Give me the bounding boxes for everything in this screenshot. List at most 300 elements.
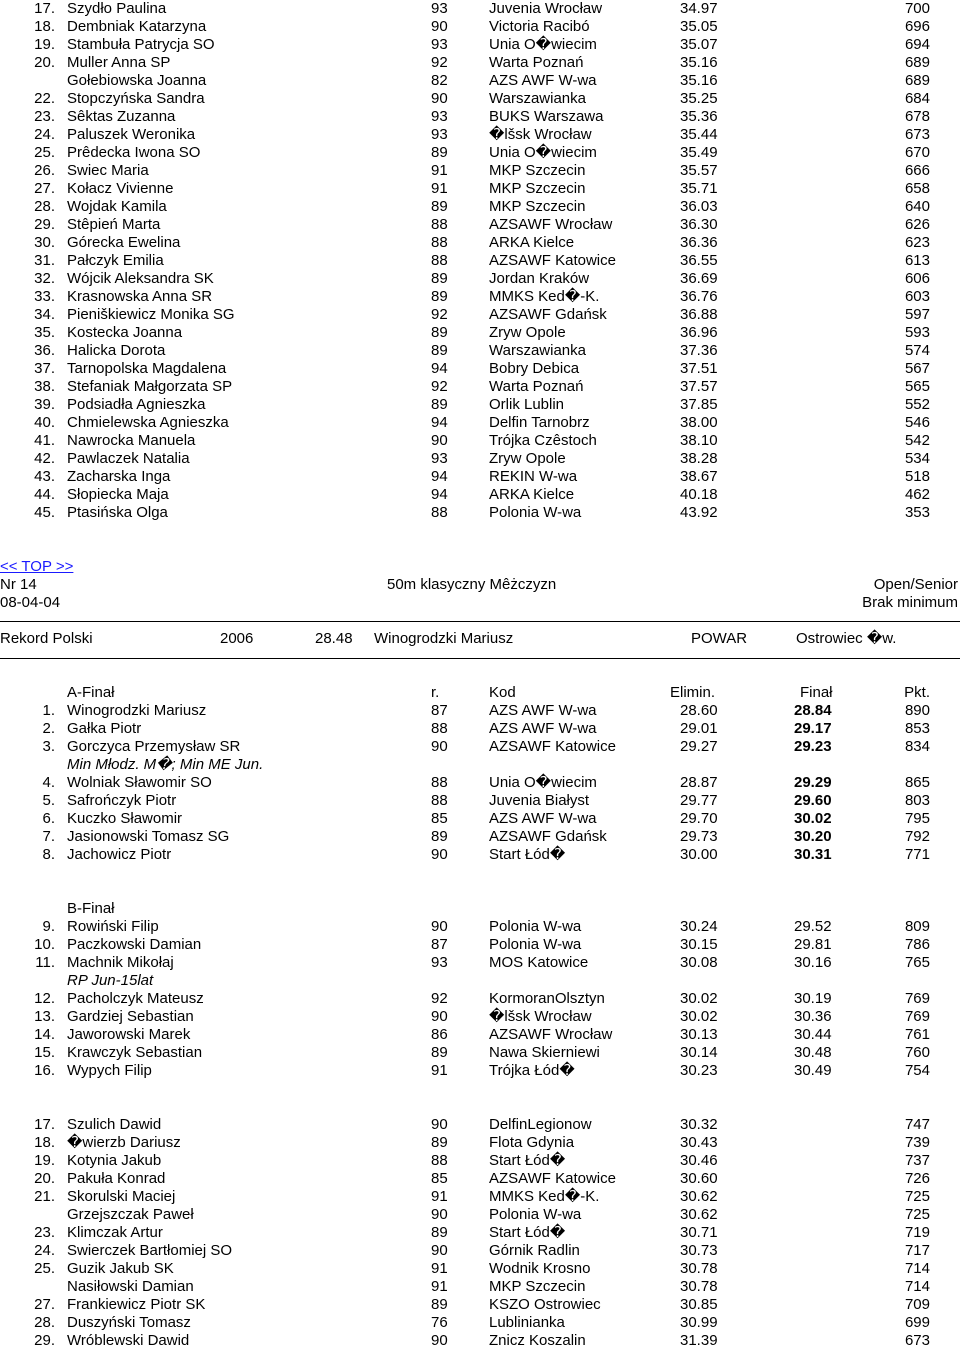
divider-bottom [0, 658, 960, 659]
athlete-name: Guzik Jakub SK [67, 1260, 174, 1277]
athlete-name: Jachowicz Piotr [67, 846, 172, 863]
result-time: 36.03 [680, 198, 718, 215]
table-row [0, 1278, 960, 1296]
points: 792 [904, 828, 930, 845]
result-time: 30.78 [680, 1278, 718, 1295]
club-name: AZS AWF W-wa [489, 810, 597, 827]
club-name: Trójka Łód� [489, 1062, 575, 1079]
table-row [0, 234, 960, 252]
result-time: 30.62 [680, 1206, 718, 1223]
points: 739 [904, 1134, 930, 1151]
birth-year: 89 [431, 144, 448, 161]
points: 747 [904, 1116, 930, 1133]
club-name: �lšsk Wrocław [489, 1008, 592, 1025]
club-name: Delfin Tarnobrz [489, 414, 590, 431]
points: 640 [904, 198, 930, 215]
result-time: 38.10 [680, 432, 718, 449]
birth-year: 88 [431, 504, 448, 521]
birth-year: 82 [431, 72, 448, 89]
final-a-title: A-Finał [67, 684, 115, 701]
result-time: 35.05 [680, 18, 718, 35]
athlete-name: Pieniškiewicz Monika SG [67, 306, 235, 323]
club-name: Wodnik Krosno [489, 1260, 591, 1277]
prelim-time: 30.13 [680, 1026, 718, 1043]
birth-year: 88 [431, 720, 448, 737]
table-row [0, 288, 960, 306]
points: 673 [904, 126, 930, 143]
club-name: KSZO Ostrowiec [489, 1296, 601, 1313]
athlete-name: Rowiński Filip [67, 918, 159, 935]
club-name: KormoranOlsztyn [489, 990, 605, 1007]
club-name: Jordan Kraków [489, 270, 590, 287]
table-row [0, 144, 960, 162]
prelim-time: 30.24 [680, 918, 718, 935]
athlete-name: Pałczyk Emilia [67, 252, 164, 269]
club-name: AZSAWF Wrocław [489, 1026, 613, 1043]
points: 552 [904, 396, 930, 413]
final-b-title: B-Finał [67, 900, 115, 917]
athlete-name: Gołebiowska Joanna [67, 72, 207, 89]
place: 34. [34, 306, 55, 323]
event-subheader [0, 594, 960, 612]
result-time: 35.25 [680, 90, 718, 107]
birth-year: 90 [431, 846, 448, 863]
points: 809 [904, 918, 930, 935]
points: 678 [904, 108, 930, 125]
place: 11. [35, 954, 55, 971]
athlete-name: Słopiecka Maja [67, 486, 169, 503]
club-name: Juvenia Wrocław [489, 0, 603, 17]
final-time: 29.60 [794, 792, 832, 809]
prelim-time: 30.14 [680, 1044, 718, 1061]
club-name: AZSAWF Katowice [489, 738, 616, 755]
birth-year: 92 [431, 378, 448, 395]
points: 795 [904, 810, 930, 827]
athlete-name: Gardziej Sebastian [67, 1008, 194, 1025]
club-name: MKP Szczecin [489, 1278, 586, 1295]
points: 353 [904, 504, 930, 521]
table-row [0, 54, 960, 72]
place: 35. [34, 324, 55, 341]
club-name: Warszawianka [489, 90, 586, 107]
place: 40. [34, 414, 55, 431]
birth-year: 85 [431, 810, 448, 827]
prelim-time: 30.02 [680, 990, 718, 1007]
prelim-time: 30.00 [680, 846, 718, 863]
club-name: Unia O�wiecim [489, 144, 597, 161]
prelim-time: 30.02 [680, 1008, 718, 1025]
points: 803 [904, 792, 930, 809]
result-time: 38.67 [680, 468, 718, 485]
athlete-name: Wojdak Kamila [67, 198, 167, 215]
club-name: Victoria Racibó [489, 18, 590, 35]
result-time: 31.39 [680, 1332, 718, 1349]
athlete-name: Kostecka Joanna [67, 324, 183, 341]
final-time: 28.84 [794, 702, 832, 719]
birth-year: 93 [431, 0, 448, 17]
club-name: AZSAWF Wrocław [489, 216, 613, 233]
club-name: Górnik Radlin [489, 1242, 580, 1259]
points: 760 [904, 1044, 930, 1061]
points: 666 [904, 162, 930, 179]
place: 39. [34, 396, 55, 413]
club-name: MMKS Ked�-K. [489, 1188, 600, 1205]
birth-year: 91 [431, 180, 448, 197]
birth-year: 93 [431, 36, 448, 53]
table-row [0, 918, 960, 936]
birth-year: 93 [431, 126, 448, 143]
birth-year: 93 [431, 450, 448, 467]
club-name: MKP Szczecin [489, 162, 586, 179]
place: 20. [34, 54, 55, 71]
points: 689 [904, 54, 930, 71]
points: 670 [904, 144, 930, 161]
athlete-name: Klimczak Artur [67, 1224, 163, 1241]
place: 45. [34, 504, 55, 521]
table-row [0, 450, 960, 468]
points: 593 [904, 324, 930, 341]
result-time: 35.71 [680, 180, 718, 197]
athlete-name: Zacharska Inga [67, 468, 171, 485]
table-row [0, 1044, 960, 1062]
col-final-header: Finał [800, 684, 833, 701]
athlete-name: Nawrocka Manuela [67, 432, 196, 449]
final-time: 30.16 [794, 954, 832, 971]
table-row [0, 18, 960, 36]
place: 32. [34, 270, 55, 287]
athlete-name: Wolniak Sławomir SO [67, 774, 212, 791]
points: 765 [904, 954, 930, 971]
result-time: 35.36 [680, 108, 718, 125]
club-name: Unia O�wiecim [489, 36, 597, 53]
final-time: 29.23 [794, 738, 832, 755]
place: 28. [34, 1314, 55, 1331]
athlete-name: Duszyński Tomasz [67, 1314, 191, 1331]
birth-year: 89 [431, 1134, 448, 1151]
birth-year: 89 [431, 1224, 448, 1241]
result-time: 43.92 [680, 504, 718, 521]
club-name: �lšsk Wrocław [489, 126, 592, 143]
record-club: POWAR [691, 630, 748, 647]
club-name: Warta Poznań [489, 378, 584, 395]
athlete-name: Muller Anna SP [67, 54, 171, 71]
table-row [0, 342, 960, 360]
place: 36. [34, 342, 55, 359]
prelim-time: 29.73 [680, 828, 718, 845]
points: 694 [904, 36, 930, 53]
club-name: AZS AWF W-wa [489, 702, 597, 719]
place: 7. [42, 828, 55, 845]
points: 853 [904, 720, 930, 737]
points: 719 [904, 1224, 930, 1241]
col-club-header: Kod [489, 684, 516, 701]
result-time: 36.36 [680, 234, 718, 251]
athlete-name: Górecka Ewelina [67, 234, 181, 251]
result-time: 40.18 [680, 486, 718, 503]
place: 4. [42, 774, 55, 791]
points: 786 [904, 936, 930, 953]
place: 24. [34, 126, 55, 143]
club-name: BUKS Warszawa [489, 108, 604, 125]
table-row [0, 270, 960, 288]
birth-year: 94 [431, 360, 448, 377]
birth-year: 89 [431, 198, 448, 215]
club-name: Start Łód� [489, 1152, 566, 1169]
club-name: MMKS Ked�-K. [489, 288, 600, 305]
prelim-time: 30.15 [680, 936, 718, 953]
table-row [0, 1008, 960, 1026]
place: 10. [34, 936, 55, 953]
table-row [0, 1116, 960, 1134]
result-time: 36.30 [680, 216, 718, 233]
points: 626 [904, 216, 930, 233]
table-row [0, 792, 960, 810]
athlete-name: Gałka Piotr [67, 720, 142, 737]
table-row [0, 1062, 960, 1080]
points: 518 [904, 468, 930, 485]
club-name: MKP Szczecin [489, 180, 586, 197]
club-name: Flota Gdynia [489, 1134, 575, 1151]
place: 27. [34, 1296, 55, 1313]
place: 19. [34, 36, 55, 53]
athlete-name: Kołacz Vivienne [67, 180, 174, 197]
table-row [0, 1134, 960, 1152]
result-time: 30.99 [680, 1314, 718, 1331]
club-name: Zryw Opole [489, 450, 566, 467]
record-label: Rekord Polski [0, 630, 93, 647]
club-name: Warszawianka [489, 342, 586, 359]
club-name: Warta Poznań [489, 54, 584, 71]
club-name: Nawa Skierniewi [489, 1044, 600, 1061]
table-row [0, 36, 960, 54]
club-name: Trójka Czêstoch [489, 432, 597, 449]
birth-year: 89 [431, 1296, 448, 1313]
athlete-name: Frankiewicz Piotr SK [67, 1296, 206, 1313]
birth-year: 89 [431, 288, 448, 305]
final-time: 30.48 [794, 1044, 832, 1061]
table-row [0, 774, 960, 792]
table-row [0, 1260, 960, 1278]
athlete-name: Stopczyńska Sandra [67, 90, 205, 107]
athlete-name: Stambuła Patrycja SO [67, 36, 215, 53]
record-holder: Winogrodzki Mariusz [374, 630, 514, 647]
table-row [0, 252, 960, 270]
points: 754 [904, 1062, 930, 1079]
athlete-name: Podsiadła Agnieszka [67, 396, 206, 413]
table-row [0, 1296, 960, 1314]
points: 769 [904, 990, 930, 1007]
points: 771 [904, 846, 930, 863]
athlete-name: Dembniak Katarzyna [67, 18, 207, 35]
points: 717 [904, 1242, 930, 1259]
result-time: 30.62 [680, 1188, 718, 1205]
club-name: Zryw Opole [489, 324, 566, 341]
athlete-name: Wypych Filip [67, 1062, 152, 1079]
birth-year: 87 [431, 702, 448, 719]
final-time: 30.36 [794, 1008, 832, 1025]
col-year-header: r. [431, 684, 440, 701]
table-row [0, 306, 960, 324]
final-time: 30.20 [794, 828, 832, 845]
place: 43. [34, 468, 55, 485]
athlete-name: Skorulski Maciej [67, 1188, 176, 1205]
athlete-name: Szulich Dawid [67, 1116, 162, 1133]
birth-year: 94 [431, 414, 448, 431]
record-line [0, 630, 960, 648]
birth-year: 94 [431, 468, 448, 485]
points: 684 [904, 90, 930, 107]
birth-year: 92 [431, 54, 448, 71]
place: 14. [34, 1026, 55, 1043]
athlete-name: Pacholczyk Mateusz [67, 990, 204, 1007]
points: 725 [904, 1188, 930, 1205]
birth-year: 89 [431, 324, 448, 341]
final-time: 30.44 [794, 1026, 832, 1043]
birth-year: 89 [431, 396, 448, 413]
table-row [0, 162, 960, 180]
place: 5. [42, 792, 55, 809]
birth-year: 91 [431, 1062, 448, 1079]
result-time: 35.07 [680, 36, 718, 53]
athlete-name: Pawlaczek Natalia [67, 450, 190, 467]
points: 597 [904, 306, 930, 323]
birth-year: 91 [431, 162, 448, 179]
athlete-name: Stefaniak Małgorzata SP [67, 378, 233, 395]
prelim-time: 29.01 [680, 720, 718, 737]
athlete-name: Prêdecka Iwona SO [67, 144, 201, 161]
place: 15. [34, 1044, 55, 1061]
place: 28. [34, 198, 55, 215]
club-name: MKP Szczecin [489, 198, 586, 215]
record-note: Min Młodz. M�; Min ME Jun. [67, 756, 264, 773]
table-row [0, 810, 960, 828]
table-row [0, 936, 960, 954]
points: 567 [904, 360, 930, 377]
table-row [0, 1242, 960, 1260]
table-row [0, 1314, 960, 1332]
birth-year: 86 [431, 1026, 448, 1043]
result-time: 35.44 [680, 126, 718, 143]
prelim-time: 29.27 [680, 738, 718, 755]
place: 44. [34, 486, 55, 503]
top-link[interactable]: << TOP >> [0, 558, 74, 575]
club-name: MOS Katowice [489, 954, 589, 971]
points: 726 [904, 1170, 930, 1187]
points: 725 [904, 1206, 930, 1223]
place: 8. [42, 846, 55, 863]
points: 761 [904, 1026, 930, 1043]
table-row [0, 828, 960, 846]
club-name: Polonia W-wa [489, 936, 582, 953]
event-name: 50m klasyczny Mêżczyzn [387, 576, 557, 593]
record-city: Ostrowiec �w. [796, 630, 897, 647]
table-row [0, 486, 960, 504]
birth-year: 90 [431, 1008, 448, 1025]
result-time: 36.76 [680, 288, 718, 305]
result-time: 34.97 [680, 0, 718, 17]
athlete-name: Chmielewska Agnieszka [67, 414, 229, 431]
birth-year: 88 [431, 216, 448, 233]
points: 546 [904, 414, 930, 431]
result-time: 37.36 [680, 342, 718, 359]
note-row [0, 756, 960, 774]
athlete-name: Safrończyk Piotr [67, 792, 177, 809]
table-row [0, 432, 960, 450]
place: 17. [34, 1116, 55, 1133]
athlete-name: Paluszek Weronika [67, 126, 196, 143]
club-name: Start Łód� [489, 1224, 566, 1241]
birth-year: 88 [431, 234, 448, 251]
place: 13. [34, 1008, 55, 1025]
athlete-name: Jasionowski Tomasz SG [67, 828, 230, 845]
points: 613 [904, 252, 930, 269]
club-name: AZS AWF W-wa [489, 720, 597, 737]
birth-year: 91 [431, 1278, 448, 1295]
club-name: ARKA Kielce [489, 486, 575, 503]
event-minimum: Brak minimum [862, 594, 958, 611]
points: 737 [904, 1152, 930, 1169]
club-name: Start Łód� [489, 846, 566, 863]
points: 714 [904, 1278, 930, 1295]
record-time: 28.48 [315, 630, 353, 647]
athlete-name: Krasnowska Anna SR [67, 288, 213, 305]
birth-year: 92 [431, 306, 448, 323]
athlete-name: Paczkowski Damian [67, 936, 202, 953]
table-row [0, 180, 960, 198]
result-time: 36.96 [680, 324, 718, 341]
table-row [0, 216, 960, 234]
birth-year: 88 [431, 792, 448, 809]
final-a-header [0, 684, 960, 702]
birth-year: 90 [431, 432, 448, 449]
club-name: Znicz Koszalin [489, 1332, 586, 1349]
table-row [0, 720, 960, 738]
event-category: Open/Senior [873, 576, 958, 593]
final-time: 30.02 [794, 810, 832, 827]
final-time: 29.81 [794, 936, 832, 953]
points: 769 [904, 1008, 930, 1025]
place: 31. [34, 252, 55, 269]
athlete-name: Kuczko Sławomir [67, 810, 183, 827]
points: 699 [904, 1314, 930, 1331]
birth-year: 89 [431, 342, 448, 359]
table-row [0, 954, 960, 972]
event-date: 08-04-04 [0, 594, 61, 611]
place: 41. [34, 432, 55, 449]
club-name: AZSAWF Katowice [489, 1170, 616, 1187]
place: 18. [34, 1134, 55, 1151]
points: 603 [904, 288, 930, 305]
prelim-time: 30.08 [680, 954, 718, 971]
points: 658 [904, 180, 930, 197]
table-row [0, 1170, 960, 1188]
athlete-name: Halicka Dorota [67, 342, 166, 359]
birth-year: 90 [431, 90, 448, 107]
athlete-name: Krawczyk Sebastian [67, 1044, 203, 1061]
prelim-time: 28.60 [680, 702, 718, 719]
place: 38. [34, 378, 55, 395]
table-row [0, 1152, 960, 1170]
birth-year: 93 [431, 954, 448, 971]
place: 12. [34, 990, 55, 1007]
place: 23. [34, 1224, 55, 1241]
prelim-time: 30.23 [680, 1062, 718, 1079]
athlete-name: Pakuła Konrad [67, 1170, 166, 1187]
result-time: 30.32 [680, 1116, 718, 1133]
birth-year: 89 [431, 828, 448, 845]
prelim-time: 29.70 [680, 810, 718, 827]
points: 462 [904, 486, 930, 503]
